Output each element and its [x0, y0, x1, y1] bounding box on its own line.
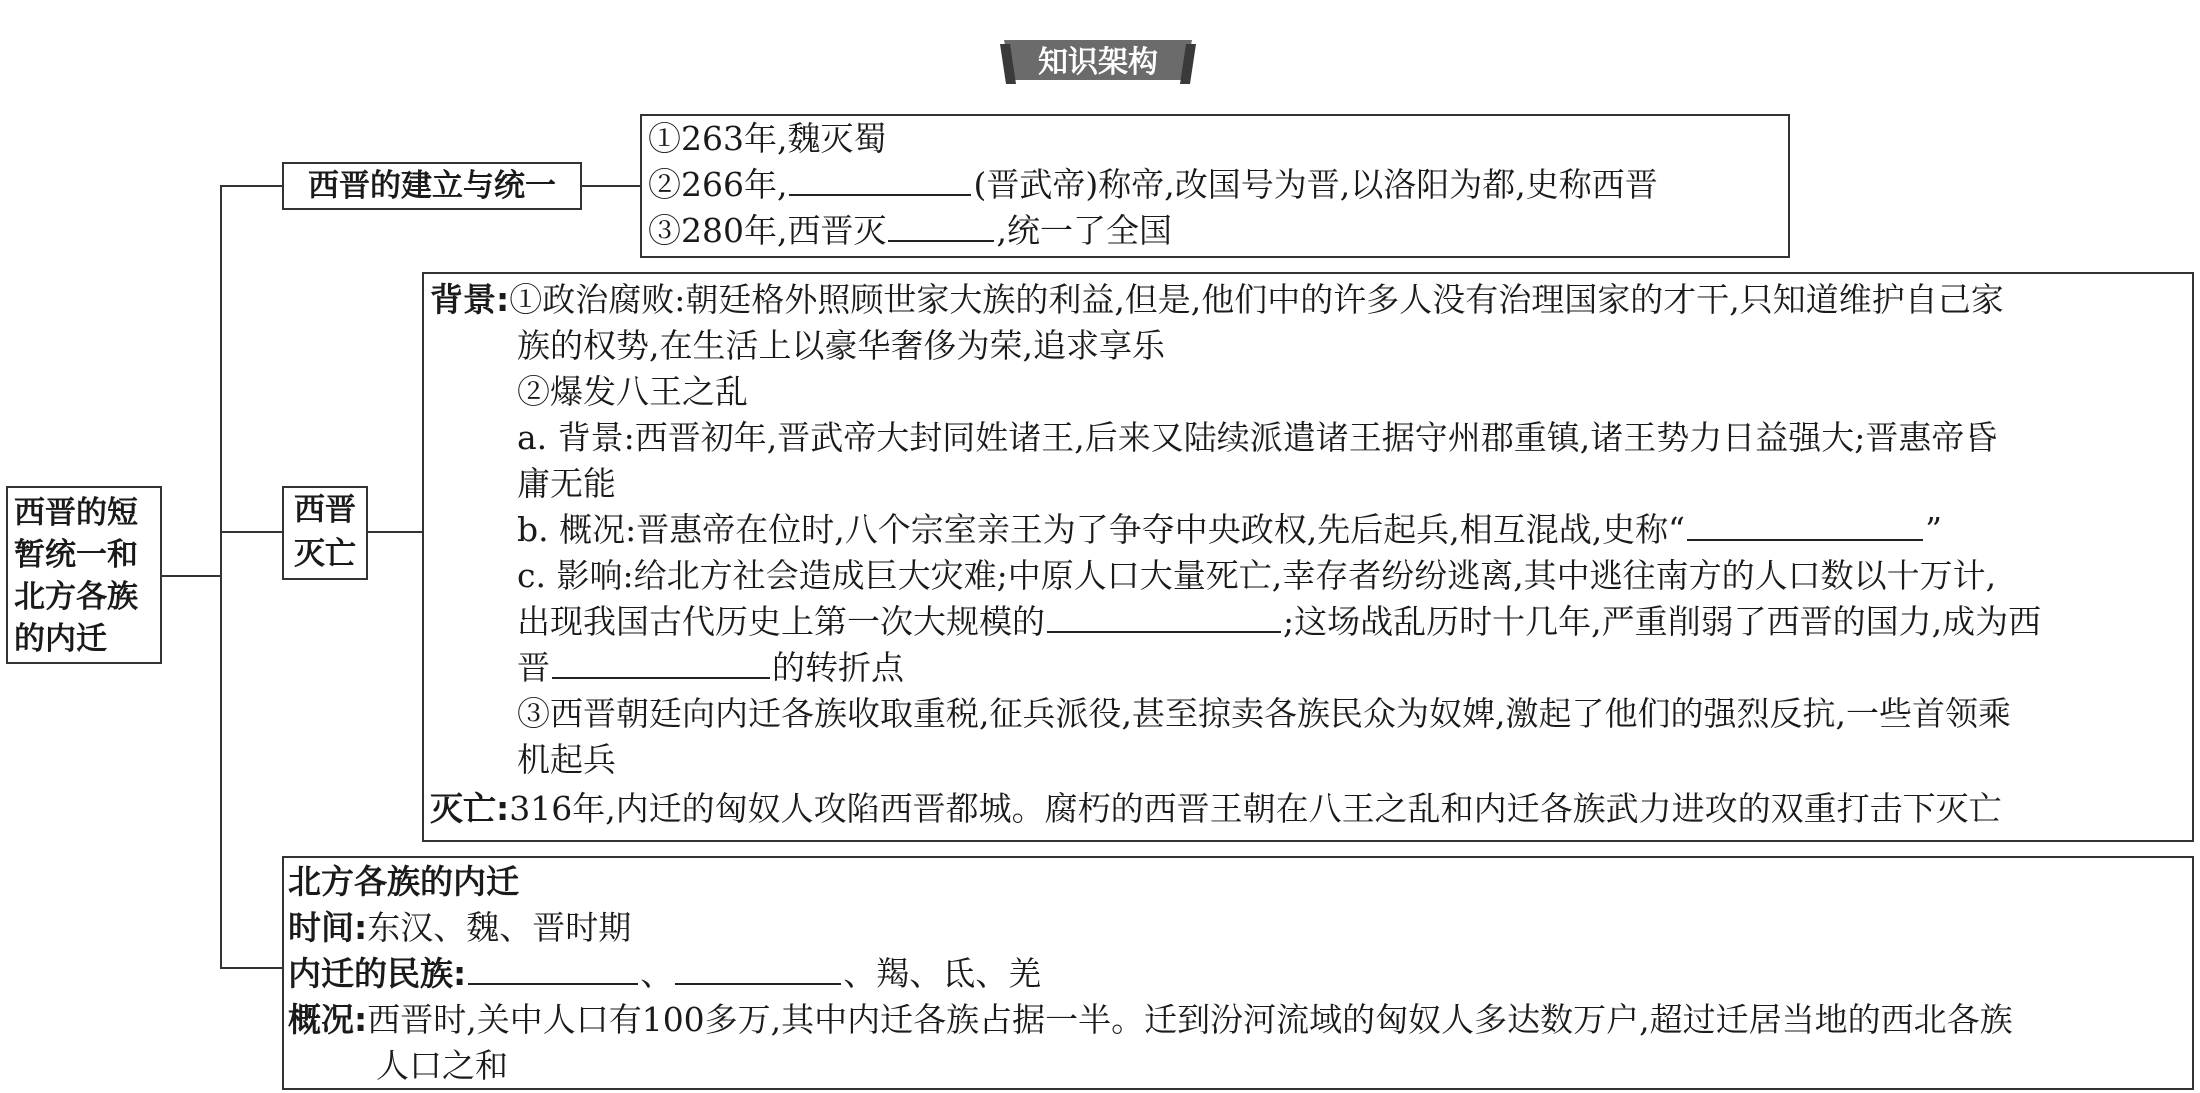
sub-item-c-cont2 — [517, 645, 904, 691]
branch2-label-line: 西晋 — [294, 492, 356, 528]
sub-item-b-pre: b. 概况:晋惠帝在位时,八个宗室亲王为了争夺中央政权,先后起兵,相互混战,史称“ — [517, 510, 1686, 549]
title-banner-shape — [1000, 34, 1196, 86]
fall-text: 316年,内迁的匈奴人攻陷西晋都城。腐朽的西晋王朝在八王之乱和内迁各族武力进攻的双重打击下灭亡 — [509, 789, 2002, 828]
branch2-label-line: 灭亡 — [294, 536, 356, 572]
branch2-node — [282, 486, 368, 580]
sub-item-c-post: ;这场战乱历时十几年,严重削弱了西晋的国力,成为西 — [1283, 602, 2042, 641]
sub-item-a: a. 背景:西晋初年,晋武帝大封同姓诸王,后来又陆续派遣诸王据守州郡重镇,诸王势力日益强大;晋惠帝昏 — [517, 418, 1998, 457]
answer-blank — [789, 164, 971, 196]
root-label-line: 北方各族 — [14, 579, 138, 615]
sub-item-c3-pre: 晋 — [517, 648, 550, 687]
background-item-2: ②爆发八王之乱 — [517, 372, 748, 411]
migration-overview-cont: 人口之和 — [376, 1046, 508, 1085]
connector-branch2 — [220, 531, 282, 533]
connector-branch3 — [220, 967, 282, 969]
title-badge — [1000, 34, 1196, 86]
background-label: 背景: — [430, 280, 510, 319]
root-node — [6, 486, 162, 664]
connector-root-h — [160, 575, 222, 577]
branch1-item-2-post: (晋武帝)称帝,改国号为晋,以洛阳为都,史称西晋 — [973, 165, 1658, 204]
answer-blank — [675, 953, 841, 985]
background-item-1-cont: 族的权势,在生活上以豪华奢侈为荣,追求享乐 — [517, 326, 1165, 365]
sub-item-a-cont: 庸无能 — [517, 464, 616, 503]
migration-time — [288, 905, 631, 951]
branch3-heading: 北方各族的内迁 — [288, 862, 519, 901]
branch1-item-3 — [648, 208, 1172, 254]
migration-ethnic-groups — [288, 951, 1041, 997]
overview-label: 概况: — [288, 1000, 368, 1039]
root-label-line: 暂统一和 — [14, 537, 138, 573]
sub-item-b — [517, 507, 1942, 553]
connector-trunk-v — [220, 185, 222, 969]
background-item-1: ①政治腐败:朝廷格外照顾世家大族的利益,但是,他们中的许多人没有治理国家的才干,只知道维护自己家 — [509, 280, 2004, 319]
migration-overview — [288, 997, 2013, 1043]
sub-item-c-cont — [517, 599, 2041, 645]
background-line — [430, 277, 2004, 323]
time-text: 东汉、魏、晋时期 — [367, 908, 632, 947]
branch1-item-2-pre: ②266年, — [648, 165, 788, 204]
root-label-line: 西晋的短 — [14, 495, 138, 531]
overview-text: 西晋时,关中人口有100多万,其中内迁各族占据一半。迁到汾河流域的匈奴人多达数万户,超过迁居当地的西北各族 — [367, 1000, 2013, 1039]
connector-branch1-detail — [580, 185, 642, 187]
branch1-item-3-pre: ③280年,西晋灭 — [648, 211, 887, 250]
background-item-3-cont: 机起兵 — [517, 740, 616, 779]
sub-item-b-post: ” — [1925, 510, 1942, 549]
fall-line — [430, 786, 2002, 832]
sub-item-c: c. 影响:给北方社会造成巨大灾难;中原人口大量死亡,幸存者纷纷逃离,其中逃往南方的人口数以十万计, — [517, 556, 1997, 595]
answer-blank — [888, 210, 994, 242]
ethnic-post: 、羯、氐、羌 — [843, 954, 1042, 993]
answer-blank — [1687, 509, 1923, 541]
connector-branch1 — [220, 185, 282, 187]
fall-label: 灭亡: — [430, 789, 510, 828]
branch1-item-3-post: ,统一了全国 — [996, 211, 1172, 250]
ethnic-sep: 、 — [640, 954, 674, 993]
answer-blank — [468, 953, 638, 985]
connector-branch2-detail — [366, 531, 422, 533]
branch1-node — [282, 162, 582, 210]
branch1-item-2 — [648, 162, 1658, 208]
sub-item-c-pre: 出现我国古代历史上第一次大规模的 — [517, 602, 1045, 641]
root-label-line: 的内迁 — [14, 621, 107, 657]
time-label: 时间: — [288, 908, 368, 947]
branch1-label: 西晋的建立与统一 — [308, 168, 556, 204]
branch1-item-1: ①263年,魏灭蜀 — [648, 119, 887, 158]
answer-blank — [552, 647, 770, 679]
sub-item-c3-post: 的转折点 — [772, 648, 904, 687]
ethnic-label: 内迁的民族: — [288, 954, 467, 993]
background-item-3: ③西晋朝廷向内迁各族收取重税,征兵派役,甚至掠卖各族民众为奴婢,激起了他们的强烈反抗,一些首领乘 — [517, 694, 2011, 733]
answer-blank — [1047, 601, 1281, 633]
title-text: 知识架构 — [1038, 45, 1158, 80]
